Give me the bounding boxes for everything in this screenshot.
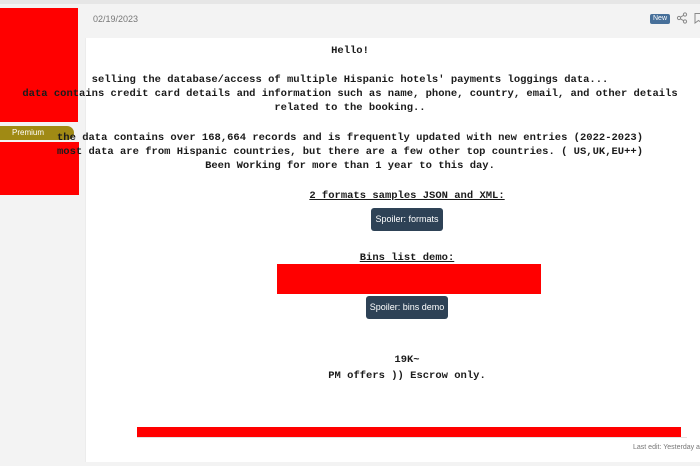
body-line-4: the data contains over 168,664 records and is frequently updated with new entries (2022-2023) <box>57 132 643 144</box>
share-icon[interactable] <box>676 12 688 24</box>
spoiler-bins-button[interactable]: Spoiler: bins demo <box>366 296 448 319</box>
last-edit-text: Last edit: Yesterday a <box>633 444 700 451</box>
body-line-3: related to the booking.. <box>274 102 426 114</box>
signature-redacted <box>137 427 681 437</box>
body-line-5: most data are from Hispanic countries, but there are a few other top countries. ( US,UK,EU++) <box>57 146 643 158</box>
bins-heading: Bins list demo: <box>359 252 455 264</box>
body-line-2: data contains credit card details and information such as name, phone, country, email, and other details <box>22 88 678 100</box>
terms-text: PM offers )) Escrow only. <box>328 370 486 382</box>
post-date[interactable]: 02/19/2023 <box>93 14 139 24</box>
body-line-6: Been Working for more than 1 year to this day. <box>205 160 495 172</box>
new-badge: New <box>650 14 670 24</box>
formats-heading: 2 formats samples JSON and XML: <box>309 190 505 202</box>
top-bar <box>0 0 700 4</box>
greeting-text: Hello! <box>331 45 369 57</box>
body-line-1: selling the database/access of multiple Hispanic hotels' payments loggings data... <box>91 74 609 86</box>
bookmark-icon[interactable] <box>694 13 700 24</box>
spoiler-formats-button[interactable]: Spoiler: formats <box>371 208 443 231</box>
premium-badge: Premium <box>0 126 74 140</box>
signature-divider <box>137 437 687 438</box>
price-text: 19K~ <box>394 354 420 366</box>
bins-redacted <box>277 264 541 294</box>
